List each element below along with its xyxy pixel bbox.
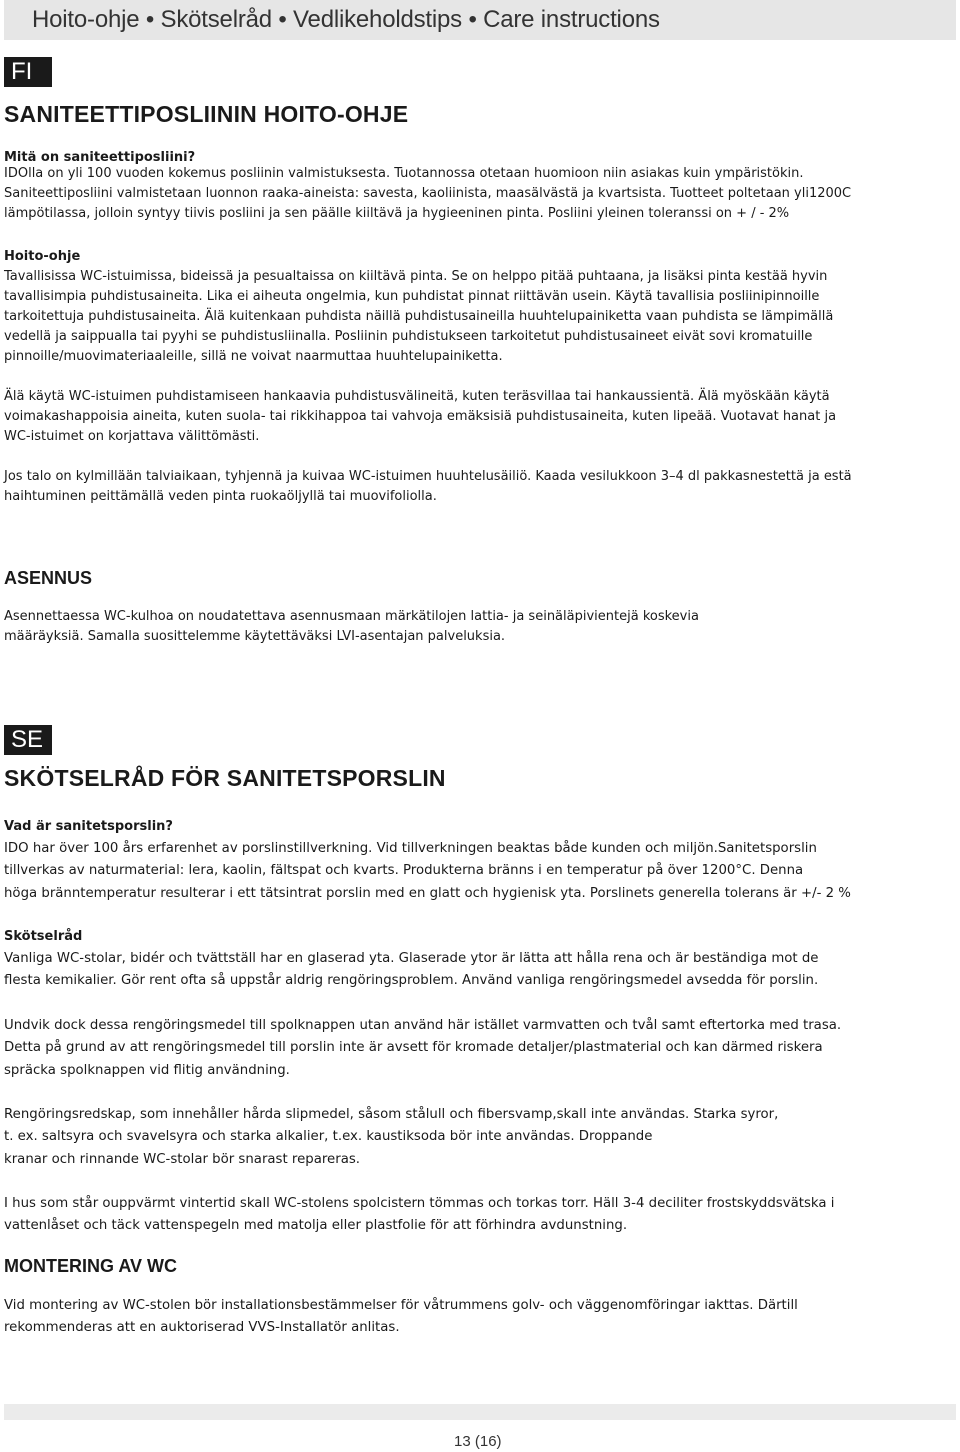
page-number: 13 (16) [454, 1433, 502, 1450]
se-install-heading: MONTERING AV WC [4, 1256, 177, 1276]
text-line: flesta kemikalier. Gör rent ofta så uppstår aldrig rengöringsproblem. Använd vanliga rengöringsmedel avsedda för porslin. [4, 973, 819, 989]
text-line: I hus som står ouppvärmt vintertid skall WC-stolens spolcistern tömmas och torkas torr. Häll 3-4 deciliter frostskyddsvätska i [4, 1196, 835, 1211]
text-line: Jos talo on kylmillään talviaikaan, tyhjennä ja kuivaa WC-istuimen huuhtelusäiliö. Kaada vesilukkoon 3–4 dl pakkasnestettä ja estä [4, 469, 852, 484]
fi-winter-paragraph [4, 467, 959, 507]
text-line: Vanliga WC-stolar, bidér och tvättställ har en glaserad yta. Glaserade ytor är lätta att hålla rena och är beständiga mot de [4, 951, 819, 966]
text-line: Asennettaessa WC-kulhoa on noudatettava asennusmaan märkätilojen lattia- ja seinäläpivientejä koskevia [4, 609, 699, 624]
text-line: lämpötilassa, jolloin syntyy tiivis posliini ja sen päälle kiiltävä ja hygieeninen pinta. Posliini yleinen toleranssi on + / - 2% [4, 206, 790, 221]
text-line: vattenlåset och täck vattenspegeln med matolja eller plastfolie för att förhindra avdunstning. [4, 1218, 628, 1234]
text-line: Vid montering av WC-stolen bör installationsbestämmelser för våtrummens golv- och väggenomföringar iakttas. Därtill [4, 1298, 798, 1313]
footer-band [4, 1404, 956, 1420]
se-care-heading: Skötselråd [4, 929, 83, 944]
se-what-heading: Vad är sanitetsporslin? [4, 819, 173, 834]
text-line: Älä käytä WC-istuimen puhdistamiseen hankaavia puhdistusvälineitä, kuten teräsvillaa tai hankaussientä. Älä myöskään käytä [4, 389, 830, 404]
language-badge-fi: FI [4, 57, 52, 87]
fi-section-title: SANITEETTIPOSLIININ HOITO-OHJE [4, 101, 409, 127]
se-tools-paragraph [4, 1104, 959, 1171]
se-winter-paragraph [4, 1193, 959, 1238]
fi-what-heading: Mitä on saniteettiposliini? [4, 150, 196, 165]
se-care-paragraph [4, 948, 959, 993]
fi-what-paragraph [4, 164, 959, 224]
text-line: IDO har över 100 års erfarenhet av porslinstillverkning. Vid tillverkningen beaktas både kunden och miljön.Sanitetsporslin [4, 841, 817, 856]
text-line: määräyksiä. Samalla suosittelemme käytettäväksi LVI-asentajan palveluksia. [4, 629, 506, 644]
text-line: Saniteettiposliini valmistetaan luonnon raaka-aineista: savesta, kaoliinista, maasälvästä ja kvartsista. Tuotteet poltetaan yli1200C [4, 186, 852, 201]
fi-warning-paragraph [4, 387, 959, 447]
text-line: pinnoille/muovimateriaaleille, sillä ne voivat naarmuttaa huuhtelupainiketta. [4, 349, 503, 364]
se-section-title: SKÖTSELRÅD FÖR SANITETSPORSLIN [4, 765, 446, 791]
language-badge-se: SE [4, 725, 52, 755]
se-install-paragraph [4, 1295, 959, 1340]
text-line: tavallisimpia puhdistusaineita. Lika ei aiheuta ongelmia, kun puhdistat pinnat riittävän usein. Käytä tavallisia posliinipinnoille [4, 289, 820, 304]
text-line: höga bränntemperatur resulterar i ett tätsintrat porslin med en glatt och hygienisk yta. Porslinets generella tolerans är +/- 2 % [4, 885, 851, 901]
se-avoid-paragraph [4, 1015, 959, 1082]
text-line: Rengöringsredskap, som innehåller hårda slipmedel, såsom stålull och fibersvamp,skall inte användas. Starka syror, [4, 1107, 779, 1122]
text-line: Tavallisissa WC-istuimissa, bideissä ja pesualtaissa on kiiltävä pinta. Se on helppo pitää puhtaana, ja lisäksi pinta kestää hyvin [4, 269, 828, 284]
text-line: kranar och rinnande WC-stolar bör snarast repareras. [4, 1151, 360, 1167]
text-line: tarkoitettuja puhdistusaineita. Älä kuitenkaan puhdista näillä puhdistusaineilla huuhtelupainiketta vaan puhdista se lämpimällä [4, 309, 834, 324]
fi-install-heading: ASENNUS [4, 568, 93, 588]
text-line: IDOlla on yli 100 vuoden kokemus posliinin valmistuksesta. Tuotannossa otetaan huomioon niin asiakas kuin ympäristökin. [4, 166, 804, 181]
fi-care-heading: Hoito-ohje [4, 249, 81, 264]
text-line: rekommenderas att en auktoriserad VVS-Installatör anlitas. [4, 1320, 400, 1336]
text-line: t. ex. saltsyra och svavelsyra och starka alkalier, t.ex. kaustiksoda bör inte användas. Droppande [4, 1129, 653, 1145]
text-line: voimakashappoisia aineita, kuten suola- tai rikkihappoa tai vahvoja emäksisiä puhdistusaineita, kuten lipeää. Vuotavat hanat ja [4, 409, 837, 424]
text-line: tillverkas av naturmaterial: lera, kaolin, fältspat och kvarts. Produkterna bränns i en temperatur på över 1200°C. Denna [4, 863, 804, 879]
se-what-paragraph [4, 838, 959, 905]
text-line: vedellä ja saippualla tai pyyhi se puhdistusliinalla. Posliinin puhdistukseen tarkoitetut puhdistusaineet eivät sovi kromatuille [4, 329, 813, 344]
text-line: spräcka spolknappen vid flitig användning. [4, 1062, 290, 1078]
page-header-title: Hoito-ohje • Skötselråd • Vedlikeholdstips • Care instructions [32, 6, 660, 33]
fi-install-paragraph [4, 607, 959, 647]
text-line: Undvik dock dessa rengöringsmedel till spolknappen utan använd här istället varmvatten och tvål samt eftertorka med trasa. [4, 1018, 842, 1033]
text-line: haihtuminen peittämällä veden pinta ruokaöljyllä tai muovifoliolla. [4, 489, 437, 504]
text-line: Detta på grund av att rengöringsmedel till porslin inte är avsett för kromade detaljer/plastmaterial och kan därmed riskera [4, 1040, 823, 1056]
fi-care-paragraph [4, 267, 959, 367]
text-line: WC-istuimet on korjattava välittömästi. [4, 429, 260, 444]
